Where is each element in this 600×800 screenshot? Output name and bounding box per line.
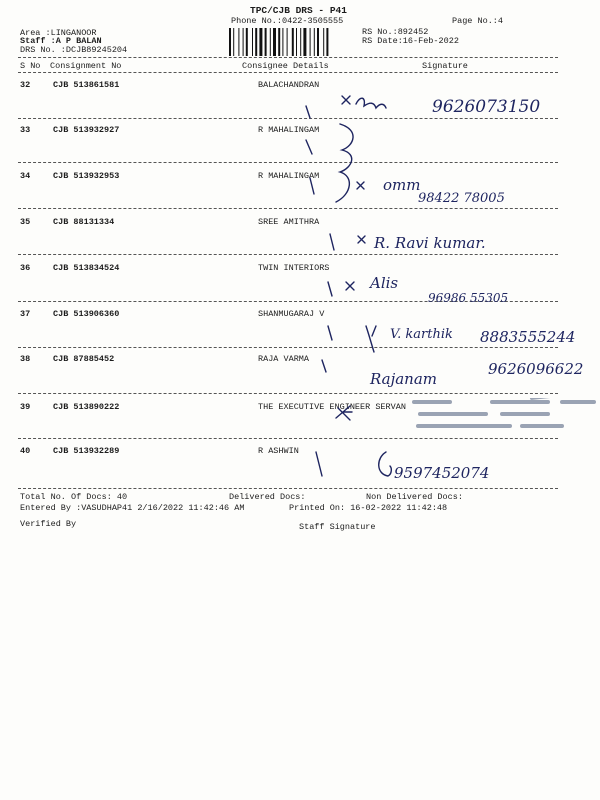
barcode-bar — [255, 28, 257, 56]
handwritten-phone: 8883555244 — [480, 328, 576, 346]
barcode-bar — [296, 28, 297, 56]
printed-on: Printed On: 16-02-2022 11:42:48 — [289, 503, 448, 513]
divider — [18, 488, 558, 489]
entered-by: Entered By :VASUDHAP41 2/16/2022 11:42:46 AM — [20, 503, 245, 513]
row-sno: 35 — [20, 217, 31, 227]
divider — [18, 347, 558, 348]
row-consignee: SHANMUGARAJ V — [258, 309, 325, 319]
barcode-bar — [278, 28, 280, 56]
barcode-bar — [229, 28, 231, 56]
staff-label: Staff :A P BALAN — [20, 36, 102, 46]
row-consignment: CJB 513890222 — [53, 402, 120, 412]
barcode-bar — [292, 28, 294, 56]
row-consignee: R MAHALINGAM — [258, 125, 320, 135]
barcode-image — [229, 28, 357, 56]
barcode-bar — [300, 28, 301, 56]
row-sno: 38 — [20, 354, 31, 364]
handwritten-name: omm — [383, 176, 421, 194]
row-consignee: THE EXECUTIVE ENGINEER SERVAN — [258, 402, 406, 412]
barcode-bar — [243, 28, 244, 56]
handwritten-phone: 96986 55305 — [428, 291, 509, 305]
divider — [18, 162, 558, 163]
row-consignee: BALACHANDRAN — [258, 80, 320, 90]
row-sno: 32 — [20, 80, 31, 90]
col-sno: S No — [20, 61, 41, 71]
row-sno: 40 — [20, 446, 31, 456]
area-label: Area :LINGANOOR — [20, 28, 97, 38]
handwritten-phone: 9597452074 — [394, 464, 490, 482]
row-consignment: CJB 87885452 — [53, 354, 115, 364]
barcode-bar — [265, 28, 267, 56]
report-title: TPC/CJB DRS - P41 — [250, 5, 347, 16]
handwritten-name: Alis — [370, 274, 399, 292]
barcode-bar — [310, 28, 311, 56]
handwritten-phone: 9626073150 — [432, 97, 541, 117]
barcode-bar — [314, 28, 315, 56]
staff-signature-label: Staff Signature — [299, 522, 376, 532]
row-consignee: RAJA VARMA — [258, 354, 310, 364]
divider — [18, 72, 558, 73]
row-consignment: CJB 88131334 — [53, 217, 115, 227]
delivered-docs: Delivered Docs: — [229, 492, 306, 502]
col-signature: Signature — [422, 61, 468, 71]
drs-number: DRS No. :DCJB89245204 — [20, 45, 128, 55]
row-consignment: CJB 513932289 — [53, 446, 120, 456]
col-consignee: Consignee Details — [242, 61, 329, 71]
barcode-bar — [282, 28, 283, 56]
row-sno: 37 — [20, 309, 31, 319]
handwritten-name: V. karthik — [390, 327, 453, 342]
divider — [18, 393, 558, 394]
divider — [18, 118, 558, 119]
table-row — [0, 446, 600, 490]
divider — [18, 57, 558, 58]
row-sno: 39 — [20, 402, 31, 412]
row-consignment: CJB 513834524 — [53, 263, 120, 273]
handwritten-name: Rajanam — [370, 370, 438, 388]
barcode-bar — [273, 28, 276, 56]
row-consignee: TWIN INTERIORS — [258, 263, 330, 273]
page-number: Page No.:4 — [452, 16, 504, 26]
barcode-bar — [246, 28, 248, 56]
barcode-bar — [252, 28, 253, 56]
col-consignment: Consignment No — [50, 61, 122, 71]
row-consignee: R ASHWIN — [258, 446, 299, 456]
rs-number: RS No.:892452 — [362, 27, 429, 37]
verified-by: Verified By — [20, 519, 77, 529]
row-sno: 36 — [20, 263, 31, 273]
office-stamp-image — [410, 398, 600, 446]
divider — [18, 301, 558, 302]
row-consignment: CJB 513906360 — [53, 309, 120, 319]
row-consignment: CJB 513932927 — [53, 125, 120, 135]
row-sno: 33 — [20, 125, 31, 135]
row-consignee: SREE AMITHRA — [258, 217, 320, 227]
divider — [18, 254, 558, 255]
non-delivered-docs: Non Delivered Docs: — [366, 492, 463, 502]
barcode-bar — [287, 28, 288, 56]
table-row — [0, 354, 600, 398]
barcode-bar — [238, 28, 239, 56]
phone-number: Phone No.:0422-3505555 — [231, 16, 344, 26]
row-consignment: CJB 513932953 — [53, 171, 120, 181]
handwritten-phone: 9626096622 — [488, 360, 584, 378]
barcode-bar — [323, 28, 324, 56]
row-consignment: CJB 513861581 — [53, 80, 120, 90]
barcode-bar — [233, 28, 234, 56]
barcode-bar — [317, 28, 319, 56]
row-sno: 34 — [20, 171, 31, 181]
barcode-bar — [259, 28, 262, 56]
barcode-bar — [270, 28, 271, 56]
handwritten-phone: 98422 78005 — [418, 191, 505, 206]
divider — [18, 208, 558, 209]
barcode-bar — [326, 28, 328, 56]
total-docs: Total No. Of Docs: 40 — [20, 492, 128, 502]
handwritten-name: R. Ravi kumar. — [374, 234, 486, 252]
row-consignee: R MAHALINGAM — [258, 171, 320, 181]
rs-date: RS Date:16-Feb-2022 — [362, 36, 459, 46]
barcode-bar — [303, 28, 306, 56]
